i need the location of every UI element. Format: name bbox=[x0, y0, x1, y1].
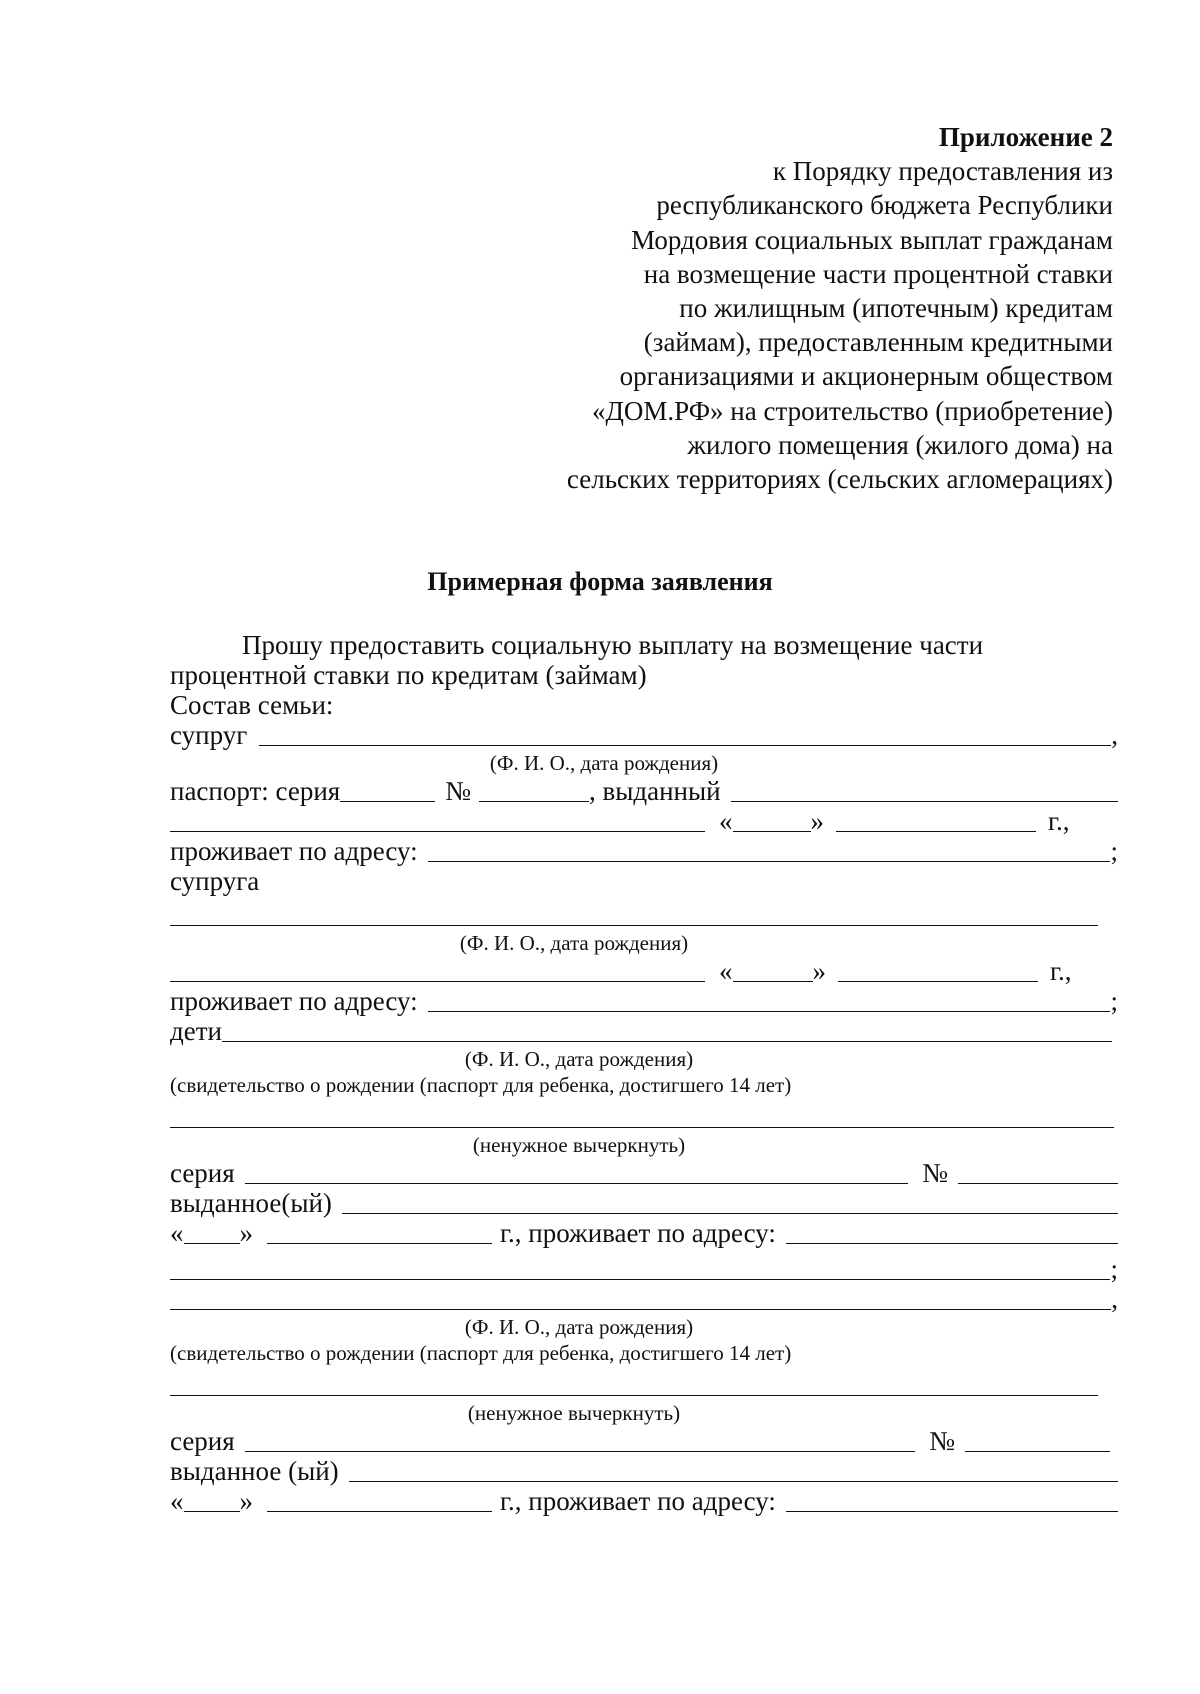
child2-number-field[interactable] bbox=[965, 1451, 1110, 1452]
children-label: дети bbox=[170, 1016, 222, 1046]
hint-fio: (Ф. И. О., дата рождения) bbox=[459, 931, 689, 955]
family-heading: Состав семьи: bbox=[170, 690, 334, 720]
husband-passport-row: паспорт: серия № , выданный bbox=[170, 776, 1118, 806]
child1-date-address-row: « » г., проживает по адресу: bbox=[170, 1218, 1118, 1248]
husband-address-row: проживает по адресу: ; bbox=[170, 836, 1118, 866]
child1-document-row bbox=[170, 1098, 1118, 1132]
form-title: Примерная форма заявления bbox=[427, 567, 773, 596]
annex-line: сельских территориях (сельских агломерациях) bbox=[566, 464, 1113, 495]
child2-series-field[interactable] bbox=[245, 1451, 916, 1452]
child1-month-field[interactable] bbox=[267, 1243, 492, 1244]
child2-document-field[interactable] bbox=[170, 1395, 1098, 1396]
hint-fio: (Ф. И. О., дата рождения) bbox=[489, 751, 719, 775]
child2-issued-row: выданное (ый) bbox=[170, 1456, 1118, 1486]
child2-fio-field[interactable] bbox=[170, 1309, 1111, 1310]
child2-document-row bbox=[170, 1366, 1118, 1400]
annex-line: организациями и акционерным обществом bbox=[619, 361, 1113, 392]
wife-row bbox=[170, 866, 1118, 896]
annex-line: жилого помещения (жилого дома) на bbox=[687, 429, 1113, 460]
child2-month-field[interactable] bbox=[267, 1511, 492, 1512]
passport-number-field[interactable] bbox=[479, 801, 589, 802]
wife-issue-date-row: « » г., bbox=[170, 956, 1118, 986]
annex-line: на возмещение части процентной ставки bbox=[643, 258, 1113, 289]
intro-line-2: процентной ставки по кредитам (займам) bbox=[170, 660, 647, 690]
child1-series-field[interactable] bbox=[245, 1183, 909, 1184]
form-body bbox=[170, 630, 1118, 1516]
passport-issued-by-field[interactable] bbox=[731, 801, 1118, 802]
hint-cross-out: (ненужное вычеркнуть) bbox=[472, 1133, 686, 1157]
children-row bbox=[170, 1016, 1118, 1046]
husband-row: супруг , bbox=[170, 720, 1118, 750]
husband-issue-date-row: « » г., bbox=[170, 806, 1118, 836]
child1-day-field[interactable] bbox=[184, 1243, 240, 1244]
child1-issued-by-field[interactable] bbox=[342, 1213, 1118, 1214]
wife-issued-by-field[interactable] bbox=[170, 981, 705, 982]
annex-line: «ДОМ.РФ» на строительство (приобретение) bbox=[592, 395, 1113, 426]
child1-address-field[interactable] bbox=[786, 1243, 1118, 1244]
issued-by-continued-field[interactable] bbox=[170, 831, 705, 832]
hint-birth-certificate: (свидетельство о рождении (паспорт для ребенка, достигшего 14 лет) bbox=[170, 1073, 792, 1097]
annex-line: Мордовия социальных выплат гражданам bbox=[631, 224, 1113, 255]
wife-issue-month-field[interactable] bbox=[838, 981, 1038, 982]
hint-birth-certificate: (свидетельство о рождении (паспорт для ребенка, достигшего 14 лет) bbox=[170, 1341, 792, 1365]
child2-day-field[interactable] bbox=[184, 1511, 240, 1512]
child1-fio-field[interactable] bbox=[222, 1041, 1112, 1042]
wife-label: супруга bbox=[170, 866, 260, 896]
issue-day-field[interactable] bbox=[733, 831, 811, 832]
annex-title: Приложение 2 bbox=[938, 122, 1113, 152]
annex-header bbox=[493, 120, 1113, 496]
wife-fio-row bbox=[170, 896, 1118, 930]
hint-fio: (Ф. И. О., дата рождения) bbox=[464, 1315, 694, 1339]
husband-label: супруг bbox=[170, 720, 248, 750]
child2-series-row: серия № bbox=[170, 1426, 1118, 1456]
child1-document-field[interactable] bbox=[170, 1127, 1114, 1128]
husband-address-field[interactable] bbox=[428, 861, 1111, 862]
annex-line: к Порядку предоставления из bbox=[772, 156, 1113, 187]
wife-address-row: проживает по адресу: ; bbox=[170, 986, 1118, 1016]
child2-fio-row: , bbox=[170, 1284, 1118, 1314]
hint-cross-out: (ненужное вычеркнуть) bbox=[467, 1401, 681, 1425]
child1-address-continued-field[interactable] bbox=[170, 1279, 1110, 1280]
child1-number-field[interactable] bbox=[958, 1183, 1118, 1184]
husband-fio-field[interactable] bbox=[259, 745, 1111, 746]
annex-line: по жилищным (ипотечным) кредитам bbox=[679, 293, 1113, 324]
child2-issued-by-field[interactable] bbox=[349, 1481, 1118, 1482]
hint-fio: (Ф. И. О., дата рождения) bbox=[464, 1047, 694, 1071]
wife-fio-field[interactable] bbox=[170, 925, 1098, 926]
issue-month-field[interactable] bbox=[836, 831, 1036, 832]
wife-address-field[interactable] bbox=[428, 1011, 1111, 1012]
intro-line-1: Прошу предоставить социальную выплату на возмещение части bbox=[242, 630, 984, 660]
child2-date-address-row: « » г., проживает по адресу: bbox=[170, 1486, 1118, 1516]
child2-address-field[interactable] bbox=[786, 1511, 1118, 1512]
wife-issue-day-field[interactable] bbox=[733, 981, 813, 982]
child1-issued-row: выданное(ый) bbox=[170, 1188, 1118, 1218]
annex-line: республиканского бюджета Республики bbox=[656, 190, 1113, 221]
child1-series-row: серия № bbox=[170, 1158, 1118, 1188]
child1-address-cont-row: ; bbox=[170, 1248, 1118, 1284]
annex-line: (займам), предоставленным кредитными bbox=[643, 327, 1113, 358]
passport-series-field[interactable] bbox=[340, 801, 435, 802]
